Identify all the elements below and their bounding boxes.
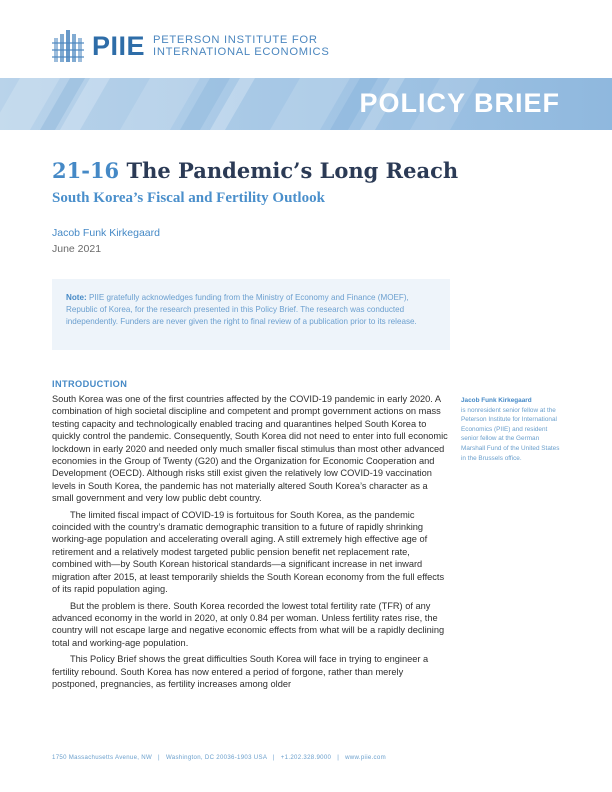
author-bio-text: is nonresident senior fellow at the Peterson Institute for International Economics (PIIE) and resident senior fellow at the German Marshall Fund of the United States in the Brussels office.: [461, 406, 560, 462]
paragraph: The limited fiscal impact of COVID-19 is fortuitous for South Korea, as the pandemic coincided with the country’s dramatic demographic transition to a future of rapidly shrinking working-age population and accelerating overall aging. A still extremely high effective age of retirement and a relatively modest targeted public pension benefit net replacement rate, combined with—by South Korean historical standards—a significant increase in net inward migration after 2015, at least temporarily shields the South Korean economy from the full effects of its rapid population aging.: [52, 509, 445, 595]
org-name-line2: INTERNATIONAL ECONOMICS: [153, 46, 330, 58]
footer-separator: |: [337, 754, 340, 761]
paragraph: This Policy Brief shows the great difficulties South Korea will face in trying to engineer a fertility rebound. South Korea has now entered a period of forgone, rather than merely postponed, pregnancies, as fertility increases among older: [52, 654, 429, 689]
brief-number: 21-16: [52, 158, 120, 183]
footer-address: 1750 Massachusetts Avenue, NW: [52, 754, 153, 761]
org-name-line1: PETERSON INSTITUTE FOR: [153, 33, 318, 46]
brief-title: The Pandemic’s Long Reach: [126, 158, 459, 183]
author-bio: [461, 396, 561, 463]
piie-logo-icon: [52, 28, 86, 64]
page-subtitle: South Korea’s Fiscal and Fertility Outlook: [52, 190, 325, 206]
masthead: [52, 26, 330, 66]
logo-wordmark: PIIE: [92, 30, 146, 61]
note-body: PIIE gratefully acknowledges funding from the Ministry of Economy and Finance (MOEF), Republic of Korea, for the research presented in this Policy Brief. The research was conducted independently. Funders are never given the right to final review of a publication prior to its release.: [66, 293, 417, 327]
author-name: Jacob Funk Kirkegaard: [52, 227, 160, 239]
funding-note: [52, 279, 450, 350]
publication-date: June 2021: [52, 243, 102, 255]
paragraph: But the problem is there. South Korea recorded the lowest total fertility rate (TFR) of any advanced economy in the world in 2020, at only 0.84 per woman. Unless fertility rates rise, the country will not escape large and negative economic effects from what will be a rapidly declining total and working-age population.: [52, 600, 445, 648]
policy-brief-banner: [0, 78, 612, 130]
footer-separator: |: [272, 754, 275, 761]
section-heading: INTRODUCTION: [52, 379, 128, 389]
footer-web-link[interactable]: www.piie.com: [345, 754, 386, 761]
page-footer: [52, 754, 386, 761]
paragraph: South Korea was one of the first countries affected by the COVID-19 pandemic in early 2020. A combination of high societal discipline and competent and prompt government actions on mass testing capacity and technologically enabled tracing and quarantines helped South Korea to quickly control the pandemic. Consequently, South Korea did not need to enter into full economic lockdown in early 2020 and needed only much smaller fiscal stimulus than most other advanced economies in the Group of Twenty (G20) and the Organization for Economic Cooperation and Development (OECD). Although risks still exist given the relatively low COVID-19 vaccination levels in South Korea, the pandemic has not materially altered South Korea’s character as a small government and very low public debt country.: [52, 394, 448, 504]
author-bio-name: Jacob Funk Kirkegaard: [461, 397, 532, 404]
org-name: [153, 34, 329, 59]
footer-phone: +1.202.328.9000: [280, 754, 332, 761]
page-title: [52, 158, 458, 183]
footer-city: Washington, DC 20036-1903 USA: [165, 754, 267, 761]
body-text: [52, 393, 448, 694]
note-label: Note:: [66, 293, 87, 302]
banner-title: POLICY BRIEF: [359, 88, 560, 118]
funding-note-text: [66, 292, 436, 329]
footer-separator: |: [158, 754, 160, 761]
